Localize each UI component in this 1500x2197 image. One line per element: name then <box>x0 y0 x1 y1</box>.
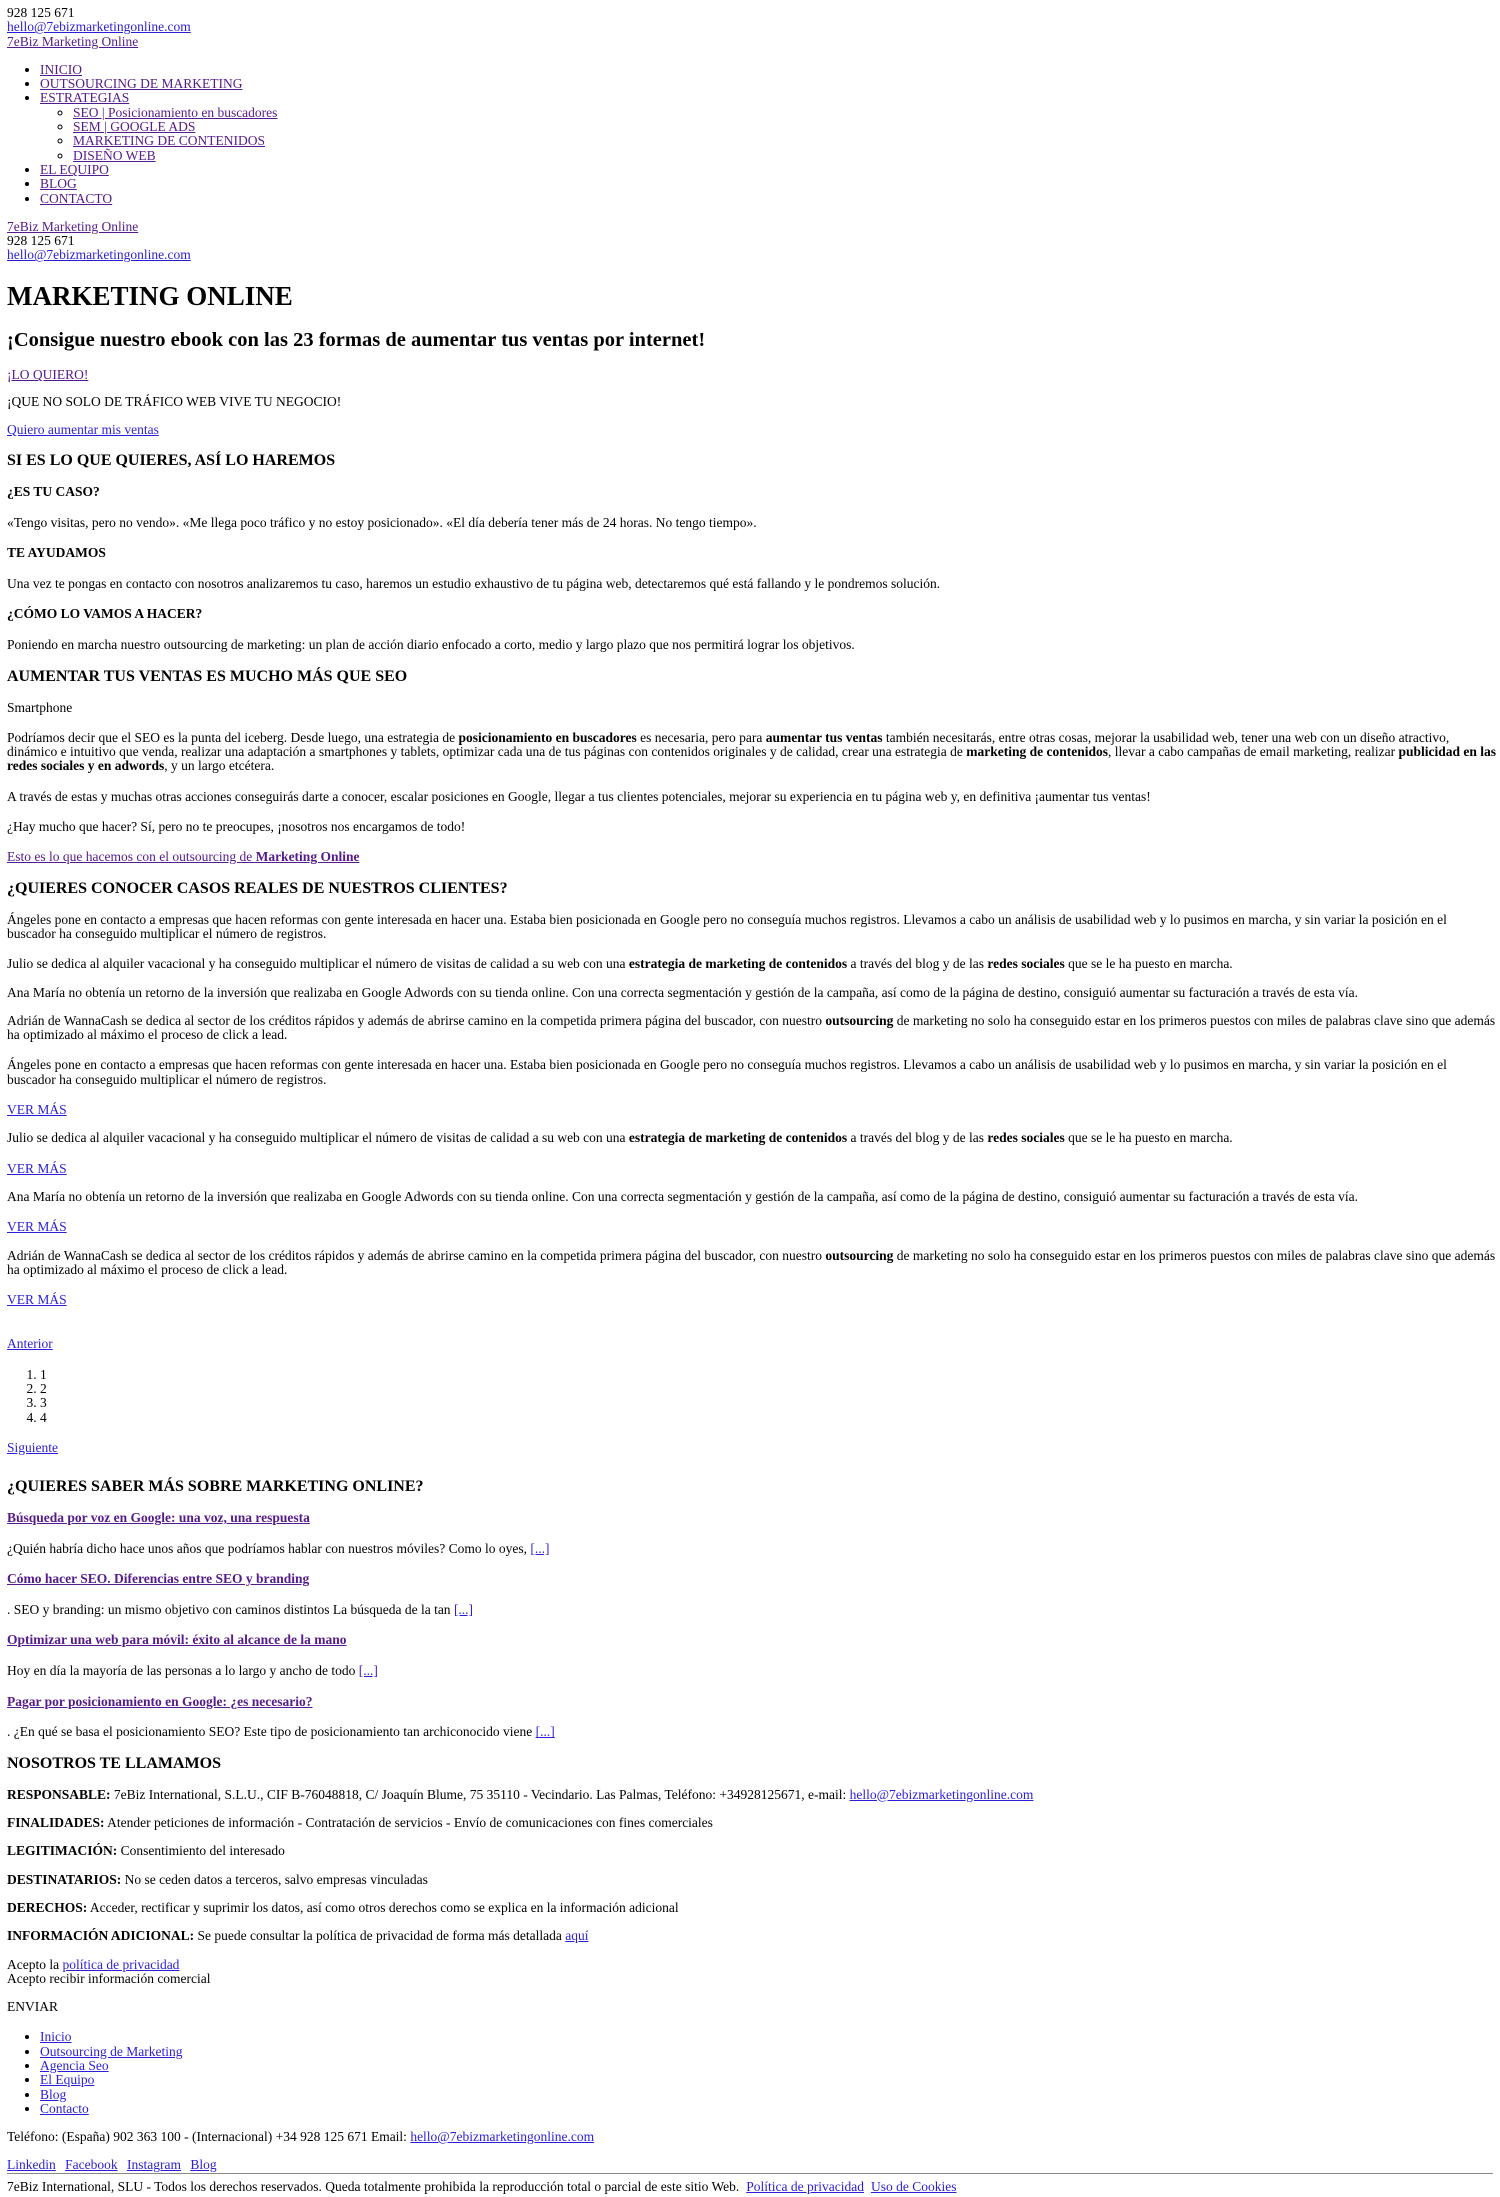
contact-title: NOSOTROS TE LLAMAMOS <box>7 1754 221 1772</box>
nav-estrategias[interactable]: ESTRATEGIAS <box>40 90 130 106</box>
blog-post-link[interactable]: Cómo hacer SEO. Diferencias entre SEO y branding <box>7 1571 310 1587</box>
topbar-email-link[interactable]: hello@7ebizmarketingonline.com <box>7 19 191 35</box>
nav-submenu <box>40 106 1497 163</box>
how-q2: TE AYUDAMOS <box>7 545 106 561</box>
blog-post-link[interactable]: Optimizar una web para móvil: éxito al alcance de la mano <box>7 1632 347 1648</box>
footer <box>7 2030 1497 2194</box>
outsourcing-link[interactable]: Esto es lo que hacemos con el outsourcing de Marketing Online <box>7 849 360 865</box>
nav-item <box>40 192 1497 206</box>
commercial-consent-checkbox[interactable]: Acepto recibir información comercial <box>7 1970 211 1986</box>
read-more-link[interactable]: [...] <box>453 1602 474 1618</box>
blog-post-title <box>7 1695 1497 1710</box>
hero-tagline: ¡QUE NO SOLO DE TRÁFICO WEB VIVE TU NEGOCIO! <box>7 393 342 409</box>
smartphone-image-alt: Smartphone <box>7 699 73 715</box>
topbar <box>7 6 1497 49</box>
blog-post-title <box>7 1572 1497 1587</box>
legal-derechos: DERECHOS: Acceder, rectificar y suprimir los datos, así como otros derechos como se explica en la información adicional <box>7 1899 679 1915</box>
how-q1: ¿ES TU CASO? <box>7 484 100 500</box>
page-title: MARKETING ONLINE <box>7 280 293 311</box>
social-blog-link[interactable]: Blog <box>190 2157 217 2173</box>
mobile-brand-link[interactable]: 7eBiz Marketing Online <box>7 218 139 234</box>
footer-nav-item <box>40 2102 1497 2116</box>
legal-finalidades: FINALIDADES: Atender peticiones de información - Contratación de servicios - Envío de comunicaciones con fines comerciales <box>7 1815 713 1831</box>
legal-responsable: RESPONSABLE: 7eBiz International, S.L.U., CIF B-76048818, C/ Joaquín Blume, 75 35110 - Vecindario. Las Palmas, Teléfono: +34928125671, e-mail: hello@7ebizmarketingonline.com <box>7 1786 1034 1802</box>
topbar-phone: 928 125 671 <box>7 5 75 20</box>
case-1-ver-mas[interactable]: VER MÁS <box>7 1102 67 1118</box>
nav-sem[interactable]: SEM | GOOGLE ADS <box>73 119 196 135</box>
blog-post-link[interactable]: Pagar por posicionamiento en Google: ¿es necesario? <box>7 1693 313 1709</box>
legal-info-adicional: INFORMACIÓN ADICIONAL: Se puede consultar la política de privacidad de forma más detallada aquí <box>7 1928 589 1944</box>
carousel-pagination <box>7 1368 1497 1425</box>
read-more-link[interactable]: [...] <box>535 1724 555 1740</box>
footer-nav-item <box>40 2059 1497 2073</box>
footer-contacto-link[interactable]: Contacto <box>40 2100 89 2116</box>
footer-nav-item <box>40 2088 1497 2102</box>
privacy-policy-footer-link[interactable]: Política de privacidad <box>746 2178 864 2194</box>
seo-paragraph-2: A través de estas y muchas otras acciones conseguirás darte a conocer, escalar posiciones en Google, llegar a tus clientes potenciales, mejorar su experiencia en tu página web y, en definitiva ¡aumentar tus ventas! <box>7 788 1151 804</box>
mobile-email-link[interactable]: hello@7ebizmarketingonline.com <box>7 247 191 263</box>
blog-post-excerpt: ¿Quién habría dicho hace unos años que podríamos hablar con nuestros móviles? Como lo oyes, [...] <box>7 1541 550 1557</box>
facebook-link[interactable]: Facebook <box>65 2157 118 2173</box>
submenu-item <box>73 120 1497 134</box>
privacy-policy-link[interactable]: política de privacidad <box>62 1956 180 1972</box>
submenu-item <box>73 134 1497 148</box>
seo-paragraph-3: ¿Hay mucho que hacer? Sí, pero no te preocupes, ¡nosotros nos encargamos de todo! <box>7 819 466 835</box>
footer-inicio-link[interactable]: Inicio <box>40 2029 72 2045</box>
topbar-brand-link[interactable]: 7eBiz Marketing Online <box>7 33 139 49</box>
carousel-prev-link[interactable]: Anterior <box>7 1336 53 1352</box>
case-2-ver-mas[interactable]: VER MÁS <box>7 1160 67 1176</box>
blog-post-excerpt: . SEO y branding: un mismo objetivo con caminos distintos La búsqueda de la tan [...] <box>7 1602 474 1618</box>
case-adrian: Adrián de WannaCash se dedica al sector de los créditos rápidos y además de abrirse camino en la competida primera página del buscador, con nuestro outsourcing de marketing no solo ha conseguido estar en los primeros puestos con miles de palabras clave sino que además ha optimizado al máximo el proceso de click a lead. <box>7 1012 1496 1043</box>
nav-item <box>40 163 1497 177</box>
footer-nav-item <box>40 2073 1497 2087</box>
carousel-page[interactable]: 1. 1 <box>40 1368 1497 1382</box>
mobile-phone: 928 125 671 <box>7 233 75 249</box>
read-more-link[interactable]: [...] <box>530 1541 550 1557</box>
read-more-link[interactable]: [...] <box>358 1663 378 1679</box>
seo-paragraph-1: Podríamos decir que el SEO es la punta del iceberg. Desde luego, una estrategia de posicionamiento en buscadores es necesaria, pero para aumentar tus ventas también necesitarás, entre otras cosas, mejorar la usabilidad web, tener una web con un diseño atractivo, dinámico e intuitivo que venda, realizar una adaptación a smartphones y tablets, optimizar cada una de tus páginas con contenidos originales y de calidad, crear una estrategia de marketing de contenidos, llevar a cabo campañas de email marketing, realizar publicidad en las redes sociales y en adwords, y un largo etcétera. <box>7 729 1497 774</box>
footer-blog-link[interactable]: Blog <box>40 2086 67 2102</box>
copyright-text: 7eBiz International, SLU - Todos los derechos reservados. Queda totalmente prohibida la reproducción total o parcial de este sitio Web. <box>7 2178 740 2194</box>
nav-inicio[interactable]: INICIO <box>40 61 82 77</box>
submenu-item <box>73 106 1497 120</box>
mobile-header <box>7 220 1497 263</box>
cookies-link[interactable]: Uso de Cookies <box>870 2178 957 2194</box>
seo-title: AUMENTAR TUS VENTAS ES MUCHO MÁS QUE SEO <box>7 667 408 685</box>
nav-equipo[interactable]: EL EQUIPO <box>40 161 109 177</box>
blog-post-excerpt: . ¿En qué se basa el posicionamiento SEO? Este tipo de posicionamiento tan archiconocido viene [...] <box>7 1724 555 1740</box>
copyright-bar <box>7 2180 1497 2194</box>
nav-blog[interactable]: BLOG <box>40 176 77 192</box>
how-title: SI ES LO QUE QUIERES, ASÍ LO HAREMOS <box>7 452 336 470</box>
nav-seo[interactable]: SEO | Posicionamiento en buscadores <box>73 104 278 120</box>
main-nav <box>7 63 1497 206</box>
case-3-ver-mas[interactable]: VER MÁS <box>7 1219 67 1235</box>
how-q3: ¿CÓMO LO VAMOS A HACER? <box>7 606 203 622</box>
footer-email-link[interactable]: hello@7ebizmarketingonline.com <box>410 2129 595 2145</box>
nav-item <box>40 91 1497 162</box>
case-ana-slide: Ana María no obtenía un retorno de la inversión que realizaba en Google Adwords con su tienda online. Con una correcta segmentación y gestión de la campaña, así como de la página de destino, consiguió aumentar su facturación a través de esta vía. <box>7 1188 1359 1204</box>
submenu-item <box>73 149 1497 163</box>
carousel-page[interactable]: 4. 4 <box>40 1411 1497 1425</box>
blog-post-excerpt: Hoy en día la mayoría de las personas a lo largo y ancho de todo [...] <box>7 1663 378 1679</box>
footer-agencia-seo-link[interactable]: Agencia Seo <box>40 2058 109 2073</box>
nav-item <box>40 177 1497 191</box>
blog-post-title <box>7 1633 1497 1648</box>
cases-carousel <box>7 913 1497 1456</box>
blog-post-link[interactable]: Búsqueda por voz en Google: una voz, una respuesta <box>7 1510 310 1526</box>
footer-equipo-link[interactable]: El Equipo <box>40 2072 95 2088</box>
contact-form <box>7 1788 1497 2015</box>
case-julio-slide: Julio se dedica al alquiler vacacional y ha conseguido multiplicar el número de visitas de calidad a su web con una estrategia de marketing de contenidos a través del blog y de las redes sociales que se le ha puesto en marcha. <box>7 1130 1233 1146</box>
nav-item <box>40 77 1497 91</box>
footer-outsourcing-link[interactable]: Outsourcing de Marketing <box>40 2043 183 2059</box>
nav-list <box>7 63 1497 206</box>
how-q3-text: Poniendo en marcha nuestro outsourcing de marketing: un plan de acción diario enfocado a corto, medio y largo plazo que nos permitirá lograr los objetivos. <box>7 637 855 653</box>
footer-contact-info: Teléfono: (España) 902 363 100 - (Internacional) +34 928 125 671 Email: hello@7ebizmarketingonline.com <box>7 2129 595 2145</box>
blog-title: ¿QUIERES SABER MÁS SOBRE MARKETING ONLINE? <box>7 1478 424 1496</box>
case-4-ver-mas[interactable]: VER MÁS <box>7 1292 67 1308</box>
footer-nav <box>7 2030 1497 2116</box>
social-links <box>7 2158 1497 2172</box>
privacy-consent-checkbox[interactable]: Acepto la política de privacidad <box>7 1956 180 1972</box>
carousel-page[interactable]: 3. 3 <box>40 1396 1497 1410</box>
legal-legitimacion: LEGITIMACIÓN: Consentimiento del interesado <box>7 1843 285 1859</box>
instagram-link[interactable]: Instagram <box>126 2157 181 2173</box>
carousel-page[interactable]: 2. 2 <box>40 1382 1497 1396</box>
how-q2-text: Una vez te pongas en contacto con nosotros analizaremos tu caso, haremos un estudio exhaustivo de tu página web, detectaremos qué está fallando y le pondremos solución. <box>7 576 941 592</box>
nav-contacto[interactable]: CONTACTO <box>40 190 113 206</box>
footer-nav-item <box>40 2045 1497 2059</box>
nav-diseno-web[interactable]: DISEÑO WEB <box>73 147 156 163</box>
case-angeles: Ángeles pone en contacto a empresas que hacen reformas con gente interesada en hacer una. Estaba bien posicionada en Google pero no conseguía muchos registros. Llevamos a cabo un análisis de usabilidad web y lo pusimos en marcha, y sin variar la posición en el buscador ha conseguido multiplicar el número de registros. <box>7 911 1447 941</box>
case-julio: Julio se dedica al alquiler vacacional y ha conseguido multiplicar el número de visitas de calidad a su web con una estrategia de marketing de contenidos a través del blog y de las redes sociales que se le ha puesto en marcha. <box>7 956 1233 972</box>
carousel-next-link[interactable]: Siguiente <box>7 1439 58 1455</box>
hero-subtitle: ¡Consigue nuestro ebook con las 23 formas de aumentar tus ventas por internet! <box>7 328 706 351</box>
privacy-detail-link[interactable]: aquí <box>565 1928 589 1944</box>
case-ana: Ana María no obtenía un retorno de la inversión que realizaba en Google Adwords con su tienda online. Con una correcta segmentación y gestión de la campaña, así como de la página de destino, consiguió aumentar su facturación a través de esta vía. <box>7 984 1359 1000</box>
increase-sales-link[interactable]: Quiero aumentar mis ventas <box>7 421 159 437</box>
responsable-email-link[interactable]: hello@7ebizmarketingonline.com <box>849 1786 1034 1802</box>
footer-nav-item <box>40 2030 1497 2044</box>
nav-item <box>40 63 1497 77</box>
linkedin-link[interactable]: Linkedin <box>7 2157 56 2173</box>
case-angeles-slide: Ángeles pone en contacto a empresas que hacen reformas con gente interesada en hacer una. Estaba bien posicionada en Google pero no conseguía muchos registros. Llevamos a cabo un análisis de usabilidad web y lo pusimos en marcha, y sin variar la posición en el buscador ha conseguido multiplicar el número de registros. <box>7 1057 1447 1087</box>
submit-button[interactable]: ENVIAR <box>7 1999 58 2015</box>
nav-outsourcing[interactable]: OUTSOURCING DE MARKETING <box>40 76 243 92</box>
legal-destinatarios: DESTINATARIOS: No se ceden datos a terceros, salvo empresas vinculadas <box>7 1871 428 1887</box>
nav-contenidos[interactable]: MARKETING DE CONTENIDOS <box>73 133 265 149</box>
ebook-cta-link[interactable]: ¡LO QUIERO! <box>7 367 89 383</box>
blog-post-title <box>7 1511 1497 1526</box>
case-adrian-slide: Adrián de WannaCash se dedica al sector de los créditos rápidos y además de abrirse camino en la competida primera página del buscador, con nuestro outsourcing de marketing no solo ha conseguido estar en los primeros puestos con miles de palabras clave sino que además ha optimizado al máximo el proceso de click a lead. <box>7 1247 1496 1277</box>
cases-title: ¿QUIERES CONOCER CASOS REALES DE NUESTROS CLIENTES? <box>7 879 508 897</box>
how-q1-text: «Tengo visitas, pero no vendo». «Me llega poco tráfico y no estoy posicionado». «El día debería tener más de 24 horas. No tengo tiempo». <box>7 514 757 530</box>
